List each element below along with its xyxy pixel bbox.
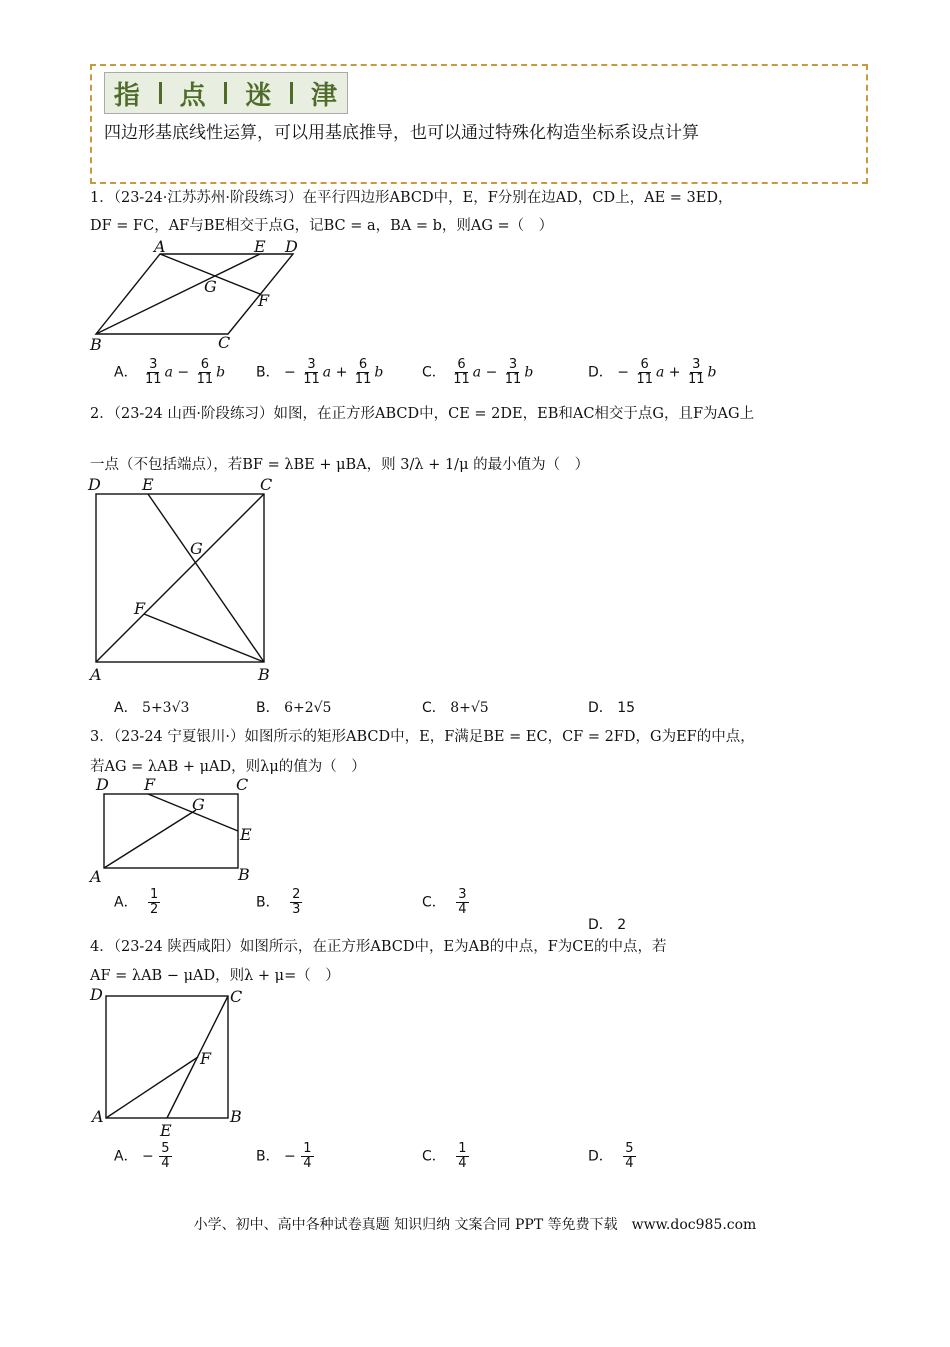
q1-label-G: G: [204, 277, 217, 296]
q3-label-F: F: [144, 775, 156, 794]
q1-label-B: B: [90, 335, 102, 354]
q4-label-C: C: [230, 987, 243, 1006]
q3-label-C: C: [236, 775, 249, 794]
q3-text: 如图所示的矩形ABCD中，E，F满足BE = EC，CF = 2FD，G为EF的中点，: [244, 729, 755, 745]
q4-label-F: F: [200, 1049, 212, 1068]
q2-label-G: G: [190, 539, 203, 558]
q2-option-a[interactable]: A． 5+3√3: [114, 700, 190, 716]
q2-source: （23-24 山西·阶段练习）: [113, 406, 274, 422]
q1-line2: DF = FC，AF与BE相交于点G，记BC = a，BA = b，则AG =（ ）: [90, 218, 554, 234]
footer-text: 小学、初中、高中各种试卷真题 知识归纳 文案合同 PPT 等免费下载 www.doc985.com: [193, 1217, 757, 1233]
q1-option-a[interactable]: A． $\frac{3}{11}$ a − $\frac{6}{11}$ b: [114, 357, 226, 387]
q2-number: 2．: [90, 406, 114, 422]
q3-label-E: E: [240, 825, 252, 844]
q2-label-C: C: [260, 475, 273, 494]
q4-option-b[interactable]: B． − $\frac{1}{4}$: [256, 1141, 312, 1171]
tips-title-char: 点: [179, 80, 207, 111]
q3-option-a[interactable]: A． $\frac{1}{2}$: [114, 887, 159, 917]
q1-text: 在平行四边形ABCD中，E，F分别在边AD，CD上，AE = 3ED，: [302, 190, 733, 206]
q1-source: （23-24·江苏苏州·阶段练习）: [113, 190, 303, 206]
q4-label-D: D: [90, 985, 103, 1004]
q2-figure: [86, 474, 286, 684]
q2-option-b[interactable]: B． 6+2√5: [256, 700, 332, 716]
q2-line1: [90, 404, 754, 424]
q3-number: 3．: [90, 729, 114, 745]
q3-option-b[interactable]: B． $\frac{2}{3}$: [256, 887, 301, 917]
q3-figure: [88, 774, 268, 886]
q4-source: （23-24 陕西咸阳）: [113, 939, 240, 955]
q1-option-b[interactable]: B． − $\frac{3}{11}$ a + $\frac{6}{11}$ b: [256, 357, 384, 387]
q4-line2: AF = λAB − μAD，则λ + μ=（ ）: [90, 968, 340, 984]
q1-label-C: C: [218, 333, 231, 352]
q4-option-c[interactable]: C． $\frac{1}{4}$: [422, 1141, 467, 1171]
q2-text: 如图，在正方形ABCD中，CE = 2DE，EB和AC相交于点G，且F为AG上: [273, 406, 755, 422]
q4-line1: [90, 937, 666, 957]
q2-line2: 一点（不包括端点），若BF = λBE + μBA，则 3/λ + 1/μ 的最小值为（ ）: [90, 457, 590, 473]
q1-label-A: A: [154, 238, 166, 256]
q2-label-A: A: [90, 665, 102, 684]
tips-title-char: 指: [113, 80, 141, 111]
q1-number: 1．: [90, 190, 114, 206]
q4-label-E: E: [160, 1121, 172, 1140]
q3-label-G: G: [192, 795, 205, 814]
q3-option-c[interactable]: C． $\frac{3}{4}$: [422, 887, 467, 917]
tips-text: 四边形基底线性运算，可以用基底推导，也可以通过特殊化构造坐标系设点计算: [104, 123, 699, 143]
q2-label-F: F: [134, 599, 146, 618]
q4-option-a[interactable]: A． − $\frac{5}{4}$: [114, 1141, 170, 1171]
q3-label-D: D: [96, 775, 109, 794]
tips-title-char: 津: [311, 80, 339, 111]
q4-label-B: B: [230, 1107, 242, 1126]
q1-option-c[interactable]: C． $\frac{6}{11}$ a − $\frac{3}{11}$ b: [422, 357, 534, 387]
divider: [290, 82, 293, 104]
q1-option-d[interactable]: D． − $\frac{6}{11}$ a + $\frac{3}{11}$ b: [588, 357, 717, 387]
q4-label-A: A: [92, 1107, 104, 1126]
q3-source: （23-24 宁夏银川·）: [113, 729, 245, 745]
q1-line1: [90, 188, 732, 208]
q3-option-d[interactable]: D． 2: [588, 917, 627, 933]
q2-label-E: E: [142, 475, 154, 494]
q4-number: 4．: [90, 939, 114, 955]
q4-option-d[interactable]: D． $\frac{5}{4}$: [588, 1141, 634, 1171]
q1-label-D: D: [285, 238, 298, 256]
q3-label-A: A: [90, 867, 102, 886]
tips-title: [104, 72, 348, 114]
q1-label-E: E: [254, 238, 266, 256]
q4-text: 如图所示，在正方形ABCD中，E为AB的中点，F为CE的中点，若: [239, 939, 667, 955]
q2-option-c[interactable]: C． 8+√5: [422, 700, 489, 716]
q2-label-D: D: [88, 475, 101, 494]
divider: [224, 82, 227, 104]
q1-figure: [88, 238, 308, 354]
q3-label-B: B: [238, 865, 250, 884]
tips-title-char: 迷: [245, 80, 273, 111]
q1-label-F: F: [258, 291, 270, 310]
q3-line2: 若AG = λAB + μAD，则λμ的值为（ ）: [90, 759, 366, 775]
q2-option-d[interactable]: D． 15: [588, 700, 636, 716]
q4-figure: [88, 984, 258, 1140]
q3-line1: [90, 727, 755, 747]
divider: [159, 82, 162, 104]
q2-label-B: B: [258, 665, 270, 684]
